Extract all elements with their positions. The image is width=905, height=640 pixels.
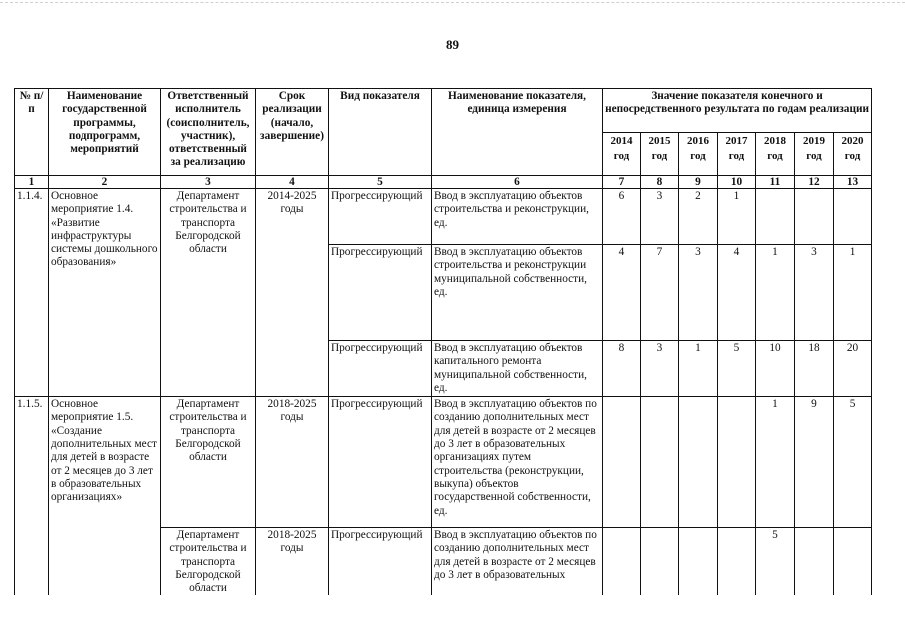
value-cell: 3	[679, 245, 718, 341]
value-cell: 1	[756, 245, 795, 341]
value-cell: 5	[756, 528, 795, 597]
row-executor: Департамент строительства и транспорта Белгородской области	[161, 528, 256, 597]
header-year: 2017 год	[718, 132, 756, 176]
value-cell: 3	[641, 189, 679, 245]
column-number: 4	[256, 176, 329, 189]
value-cell	[603, 397, 641, 528]
value-cell	[756, 189, 795, 245]
value-cell	[834, 189, 872, 245]
column-number: 9	[679, 176, 718, 189]
column-number: 3	[161, 176, 256, 189]
value-cell: 5	[834, 397, 872, 528]
indicator-type: Прогрессирующий	[329, 341, 432, 397]
column-number: 6	[432, 176, 603, 189]
column-number: 8	[641, 176, 679, 189]
header-year: 2014 год	[603, 132, 641, 176]
column-number: 5	[329, 176, 432, 189]
value-cell: 3	[641, 341, 679, 397]
value-cell: 1	[679, 341, 718, 397]
value-cell: 10	[756, 341, 795, 397]
value-cell: 1	[756, 397, 795, 528]
value-cell	[641, 528, 679, 597]
value-cell	[603, 528, 641, 597]
header-year: 2020 год	[834, 132, 872, 176]
row-program-name: Основное мероприятие 1.5. «Создание дополнительных мест для детей в возрасте от 2 месяцев до 3 лет в образовательных организациях»	[49, 397, 161, 597]
column-number: 12	[795, 176, 834, 189]
value-cell	[834, 528, 872, 597]
row-period: 2018-2025 годы	[256, 528, 329, 597]
value-cell: 7	[641, 245, 679, 341]
value-cell	[679, 528, 718, 597]
value-cell: 20	[834, 341, 872, 397]
value-cell: 6	[603, 189, 641, 245]
value-cell: 1	[718, 189, 756, 245]
column-number: 13	[834, 176, 872, 189]
indicator-name: Ввод в эксплуатацию объектов по созданию дополнительных мест для детей в возрасте от 2 месяцев до 3 лет в образовательных	[432, 528, 603, 597]
value-cell	[641, 397, 679, 528]
indicator-type: Прогрессирующий	[329, 189, 432, 245]
value-cell: 1	[834, 245, 872, 341]
column-number: 2	[49, 176, 161, 189]
row-executor: Департамент строительства и транспорта Белгородской области	[161, 397, 256, 528]
page-cut-off	[0, 595, 905, 640]
row-number: 1.1.4.	[15, 189, 49, 397]
header-indicator-type: Вид показателя	[329, 89, 432, 176]
page-number: 89	[446, 37, 459, 52]
indicators-table	[14, 88, 872, 598]
row-number: 1.1.5.	[15, 397, 49, 597]
value-cell: 3	[795, 245, 834, 341]
header-year: 2019 год	[795, 132, 834, 176]
indicator-name: Ввод в эксплуатацию объектов капитального ремонта муниципальной собственности, ед.	[432, 341, 603, 397]
column-numbers-row	[15, 176, 872, 189]
value-cell	[795, 528, 834, 597]
header-period: Срок реализации (начало, завершение)	[256, 89, 329, 176]
value-cell: 18	[795, 341, 834, 397]
indicator-type: Прогрессирующий	[329, 528, 432, 597]
row-executor: Департамент строительства и транспорта Белгородской области	[161, 189, 256, 397]
header-program-name: Наименование государственной программы, подпрограмм, мероприятий	[49, 89, 161, 176]
row-period: 2018-2025 годы	[256, 397, 329, 528]
value-cell: 4	[718, 245, 756, 341]
value-cell: 9	[795, 397, 834, 528]
row-program-name: Основное мероприятие 1.4. «Развитие инфраструктуры системы дошкольного образования»	[49, 189, 161, 397]
header-year: 2018 год	[756, 132, 795, 176]
table-row	[15, 397, 872, 528]
header-number: № п/п	[15, 89, 49, 176]
header-year: 2016 год	[679, 132, 718, 176]
value-cell: 2	[679, 189, 718, 245]
indicator-name: Ввод в эксплуатацию объектов по созданию дополнительных мест для детей в возрасте от 2 месяцев до 3 лет в образовательных организациях путем строительства (реконструкции, выкупа) объектов государственной собственности, ед.	[432, 397, 603, 528]
header-indicator-name: Наименование показателя, единица измерения	[432, 89, 603, 176]
scan-top-edge	[0, 2, 905, 5]
column-number: 7	[603, 176, 641, 189]
row-period: 2014-2025 годы	[256, 189, 329, 397]
column-number: 10	[718, 176, 756, 189]
header-values-group: Значение показателя конечного и непосредственного результата по годам реализации	[603, 89, 872, 133]
column-number: 11	[756, 176, 795, 189]
header-year: 2015 год	[641, 132, 679, 176]
value-cell	[795, 189, 834, 245]
value-cell	[718, 528, 756, 597]
value-cell: 5	[718, 341, 756, 397]
indicator-type: Прогрессирующий	[329, 397, 432, 528]
value-cell	[679, 397, 718, 528]
table-row	[15, 189, 872, 245]
indicator-name: Ввод в эксплуатацию объектов строительства и реконструкции, ед.	[432, 189, 603, 245]
header-executor: Ответственный исполнитель (соисполнитель, участник), ответственный за реализацию	[161, 89, 256, 176]
value-cell	[718, 397, 756, 528]
indicator-name: Ввод в эксплуатацию объектов строительства и реконструкции муниципальной собственности, ед.	[432, 245, 603, 341]
table-header-row	[15, 89, 872, 133]
value-cell: 4	[603, 245, 641, 341]
column-number: 1	[15, 176, 49, 189]
indicator-type: Прогрессирующий	[329, 245, 432, 341]
value-cell: 8	[603, 341, 641, 397]
